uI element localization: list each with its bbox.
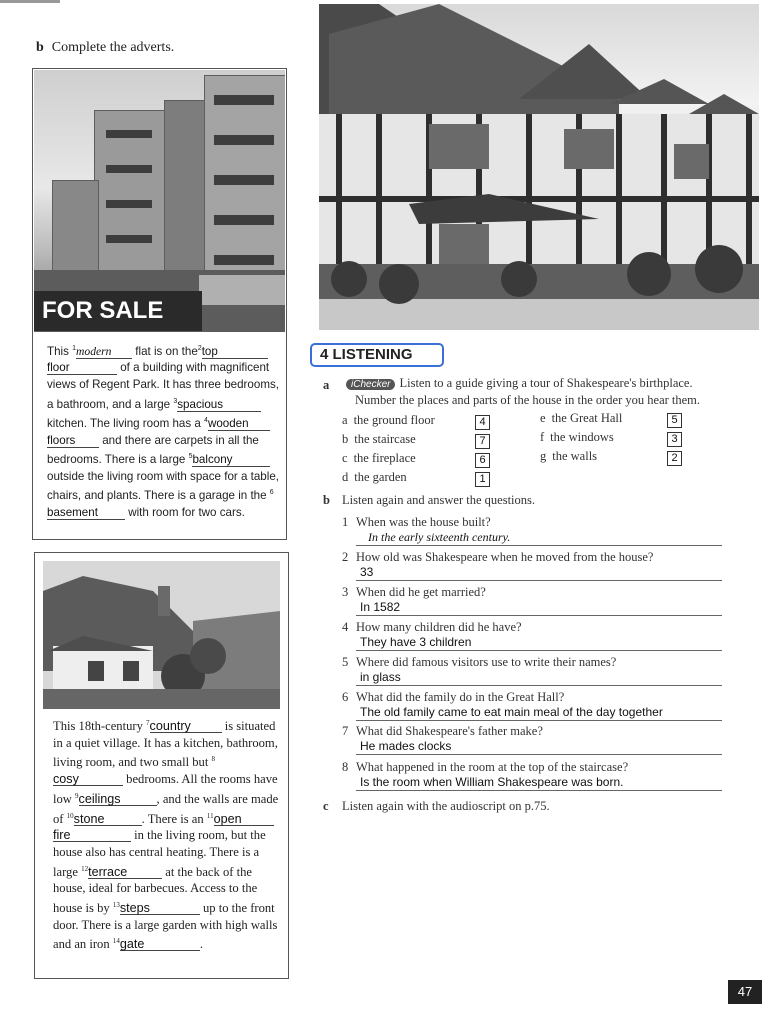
ad-text: and there are carpets in all the bedrooms. There is a large <box>47 433 259 466</box>
gap-number: 8 <box>211 755 215 764</box>
a-instruction-line2: Number the places and parts of the house in the order you hear them. <box>355 393 701 407</box>
ad-text: This <box>47 344 69 358</box>
place-letter: g <box>540 449 547 463</box>
gap-answer-4[interactable]: wooden <box>208 418 270 431</box>
gap-answer-13[interactable]: steps <box>120 902 200 915</box>
place-item <box>342 451 416 466</box>
answer-text[interactable]: He mades clocks <box>360 739 452 753</box>
gap-number: 6 <box>269 489 274 497</box>
place-letter: c <box>342 451 348 465</box>
place-label: the garden <box>354 470 407 484</box>
answer-line <box>356 754 722 755</box>
gap-number: 11 <box>206 811 214 820</box>
ichecker-icon[interactable]: iChecker <box>346 379 395 390</box>
gap-number: 3 <box>173 397 178 405</box>
place-answer-box[interactable]: 2 <box>667 451 682 466</box>
place-letter: b <box>342 432 349 446</box>
cottage-illustration <box>43 561 280 709</box>
b-instruction: Listen again and answer the questions. <box>342 493 536 507</box>
gap-number: 2 <box>197 345 202 352</box>
for-sale-banner: FOR SALE <box>34 291 202 331</box>
gap-number: 4 <box>204 417 208 425</box>
gap-number: 13 <box>112 900 120 909</box>
a-instruction-line1: Listen to a guide giving a tour of Shakespeare's birthplace. <box>399 376 693 390</box>
answer-line <box>356 545 722 546</box>
place-answer-box[interactable]: 1 <box>475 472 490 487</box>
question-text: How old was Shakespeare when he moved from the house? <box>356 550 654 564</box>
place-item <box>342 413 435 428</box>
question-number: 3 <box>342 585 349 599</box>
c-instruction: Listen again with the audioscript on p.75. <box>342 799 550 813</box>
answer-text[interactable]: in glass <box>360 670 401 684</box>
place-label: the fireplace <box>353 451 416 465</box>
answer-text[interactable]: 33 <box>360 565 374 579</box>
ad-text: at the back of the house, ideal for barbecues. Access to the house is by <box>53 864 258 916</box>
ad-text: up to the front door. There is a large garden with high walls and an iron <box>53 901 278 952</box>
answer-line <box>356 615 722 616</box>
gap-answer-3[interactable]: spacious <box>177 399 261 412</box>
question-text: What did the family do in the Great Hall? <box>356 690 565 704</box>
place-letter: a <box>342 413 348 427</box>
page-number: 47 <box>728 980 762 1004</box>
answer-text[interactable]: In 1582 <box>360 600 401 614</box>
ad-text: bedrooms. All the rooms have low <box>53 772 278 806</box>
question-text: What happened in the room at the top of the staircase? <box>356 760 629 774</box>
ad-text: . There is an <box>141 811 204 826</box>
place-answer-box[interactable]: 6 <box>475 453 490 468</box>
question-number: 6 <box>342 690 349 704</box>
place-label: the staircase <box>354 432 416 446</box>
gap-number: 10 <box>66 811 74 820</box>
gap-number: 1 <box>72 345 77 352</box>
ad-text: is situated in a quiet village. It has a kitchen, bathroom, living room, and two small but <box>53 719 278 770</box>
gap-answer-2[interactable]: top <box>202 346 268 359</box>
cottage-photo <box>43 561 280 709</box>
gap-answer-4b[interactable]: floors <box>47 435 99 448</box>
place-answer-box[interactable]: 4 <box>475 415 490 430</box>
ad-text: kitchen. The living room has a <box>47 416 201 430</box>
answer-line <box>356 720 722 721</box>
listening-badge: 4 LISTENING <box>310 343 444 367</box>
answer-text[interactable]: The old family came to eat main meal of the day together <box>360 705 663 719</box>
c-letter: c <box>323 799 329 813</box>
place-answer-box[interactable]: 5 <box>667 413 682 428</box>
gap-answer-12[interactable]: terrace <box>88 866 162 879</box>
section-b-letter: b <box>36 40 44 55</box>
advert-cottage-text <box>53 715 281 953</box>
question-number: 2 <box>342 550 349 564</box>
listening-c-letter <box>323 799 329 814</box>
place-letter: d <box>342 470 349 484</box>
gap-answer-11b[interactable]: fire <box>53 829 131 842</box>
ad-text: This 18th-century <box>53 719 143 734</box>
ad-text: with room for two cars. <box>128 505 245 519</box>
answer-line <box>356 790 722 791</box>
question-text: Where did famous visitors use to write their names? <box>356 655 617 669</box>
gap-answer-9[interactable]: ceilings <box>79 793 157 806</box>
answer-line <box>356 685 722 686</box>
place-item <box>342 432 416 447</box>
place-label: the walls <box>552 449 598 463</box>
place-item <box>540 449 597 464</box>
question-number: 7 <box>342 724 349 738</box>
ad-text: of a building with magnificent views of Regent Park. It has three bedrooms, a bathroom, and a large <box>47 361 279 411</box>
question-text: What did Shakespeare's father make? <box>356 724 543 738</box>
ad-text: outside the living room with space for a table, chairs, and plants. There is a garage in the <box>47 469 279 503</box>
section-b-heading <box>36 40 174 56</box>
ad-text: flat is on the <box>135 344 198 358</box>
gap-answer-2b[interactable]: floor <box>47 362 117 375</box>
question-number: 5 <box>342 655 349 669</box>
place-label: the Great Hall <box>551 411 623 425</box>
advert-cottage <box>34 552 289 979</box>
advert-flat <box>32 68 287 540</box>
listening-a-letter <box>323 378 329 393</box>
question-number: 4 <box>342 620 349 634</box>
question-text: How many children did he have? <box>356 620 522 634</box>
place-answer-box[interactable]: 7 <box>475 434 490 449</box>
gap-number: 9 <box>75 791 79 800</box>
advert-flat-text <box>47 341 279 521</box>
question-text: When did he get married? <box>356 585 486 599</box>
ad-text: . <box>199 937 203 952</box>
listening-b-letter <box>323 493 330 508</box>
gap-number: 7 <box>146 719 150 727</box>
answer-line <box>356 580 722 581</box>
gap-number: 5 <box>188 453 193 461</box>
place-letter: f <box>540 430 545 444</box>
question-number: 8 <box>342 760 349 774</box>
place-item <box>540 430 614 445</box>
top-edge-mark <box>0 0 60 3</box>
answer-text[interactable]: In the early sixteenth century. <box>368 530 511 544</box>
gap-answer-10[interactable]: stone <box>74 813 142 826</box>
gap-answer-7[interactable]: country <box>150 720 222 733</box>
place-item <box>342 470 407 485</box>
section-b-instruction: Complete the adverts. <box>51 40 175 55</box>
b-letter: b <box>323 493 330 507</box>
place-item <box>540 411 622 426</box>
gap-answer-6[interactable]: basement <box>47 507 125 520</box>
a-letter: a <box>323 378 330 392</box>
timber-house-illustration <box>319 4 759 330</box>
gap-answer-11[interactable]: open <box>214 813 274 826</box>
question-number: 1 <box>342 515 349 529</box>
question-text: When was the house built? <box>356 515 491 529</box>
place-label: the ground floor <box>353 413 435 427</box>
gap-answer-14[interactable]: gate <box>120 938 200 951</box>
gap-answer-1[interactable]: modern <box>76 346 132 359</box>
answer-text[interactable]: They have 3 children <box>360 635 472 649</box>
place-label: the windows <box>550 430 614 444</box>
place-answer-box[interactable]: 3 <box>667 432 682 447</box>
place-letter: e <box>540 411 546 425</box>
answer-text[interactable]: Is the room when William Shakespeare was born. <box>360 775 624 789</box>
gap-answer-8[interactable]: cosy <box>53 773 123 786</box>
gap-number: 12 <box>81 864 89 873</box>
ad-text: in the living room, but the house also has central heating. There is a large <box>53 828 266 879</box>
answer-line <box>356 650 722 651</box>
ad-text: , and the walls are made of <box>53 791 279 826</box>
gap-answer-5[interactable]: balcony <box>192 454 270 467</box>
shakespeare-birthplace-photo <box>319 4 759 330</box>
listening-a-instruction <box>346 376 756 391</box>
gap-number: 14 <box>112 937 120 946</box>
